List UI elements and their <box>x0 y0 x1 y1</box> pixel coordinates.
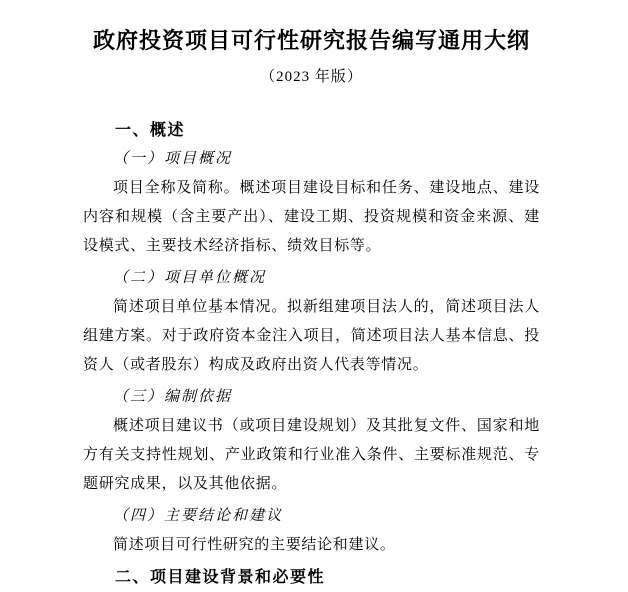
paragraph-1-1: 项目全称及简称。概述项目建设目标和任务、建设地点、建设内容和规模（含主要产出）、建设工期、投资规模和资金来源、建设模式、主要技术经济指标、绩效目标等。 <box>83 180 540 254</box>
paragraph-1-2: 简述项目单位基本情况。拟新组建项目法人的，简述项目法人组建方案。对于政府资本金注入项目，简述项目法人基本信息、投资人（或者股东）构成及政府出资人代表等情况。 <box>83 299 540 373</box>
document-content-column <box>83 28 540 592</box>
paragraph-1-4: 简述项目可行性研究的主要结论和建议。 <box>113 537 396 553</box>
document-title: 政府投资项目可行性研究报告编写通用大纲 <box>92 28 530 53</box>
section-heading-2: 二、项目建设背景和必要性 <box>115 569 326 586</box>
section-heading-1: 一、概述 <box>115 122 186 139</box>
paragraph-1-3: 概述项目建议书（或项目建设规划）及其批复文件、国家和地方有关支持性规划、产业政策和行业准入条件、主要标准规范、专题研究成果，以及其他依据。 <box>83 418 540 492</box>
document-body <box>83 116 540 592</box>
subsection-heading-1-1: （一）项目概况 <box>113 151 233 167</box>
subsection-heading-1-3: （三）编制依据 <box>113 389 233 405</box>
subsection-heading-1-4: （四）主要结论和建议 <box>113 508 284 524</box>
subsection-heading-1-2: （二）项目单位概况 <box>113 270 267 286</box>
document-subtitle: （2023 年版） <box>260 69 363 85</box>
